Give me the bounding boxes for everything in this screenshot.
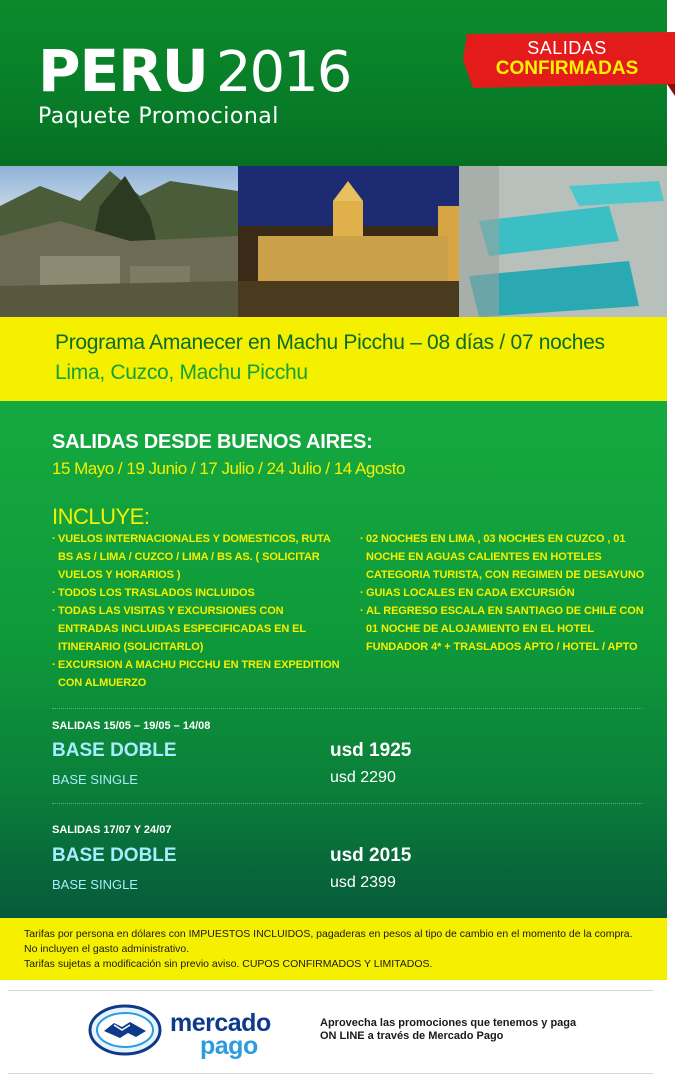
- divider: [8, 1073, 653, 1074]
- program-band: [0, 317, 667, 401]
- base-double-label: BASE DOBLE: [52, 845, 177, 866]
- base-double-price: usd 2015: [330, 845, 412, 866]
- pricing-tag: SALIDAS 17/07 Y 24/07: [52, 824, 172, 836]
- departures-title: SALIDAS DESDE BUENOS AIRES:: [52, 431, 373, 453]
- divider: [52, 803, 642, 804]
- divider: [8, 990, 653, 991]
- list-item: · TODOS LOS TRASLADOS INCLUIDOS: [52, 584, 342, 602]
- mercadopago-text-line1: Aprovecha las promociones que tenemos y paga: [320, 1017, 577, 1029]
- photo-strip: [0, 166, 667, 317]
- list-item: · TODAS LAS VISITAS Y EXCURSIONES CON ENTRADAS INCLUIDAS ESPECIFICADAS EN EL ITINERARIO (SOLICITARLO): [52, 602, 342, 656]
- title-year: 2016: [215, 40, 351, 105]
- list-item: · AL REGRESO ESCALA EN SANTIAGO DE CHILE CON 01 NOCHE DE ALOJAMIENTO EN EL HOTEL FUNDADOR 4* + TRASLADOS APTO / HOTEL / APTO: [360, 602, 650, 656]
- list-item: · 02 NOCHES EN LIMA , 03 NOCHES EN CUZCO , 01 NOCHE EN AGUAS CALIENTES EN HOTELES CATEGORIA TURISTA, CON REGIMEN DE DESAYUNO: [360, 530, 650, 584]
- mercadopago-word2: pago: [200, 1032, 258, 1060]
- base-single-price: usd 2290: [330, 769, 396, 786]
- page-subtitle: Paquete Promocional: [38, 104, 279, 129]
- ribbon-line1: SALIDAS: [527, 38, 607, 58]
- mercadopago-word1: mercado: [170, 1009, 271, 1037]
- footnote-band: [0, 918, 667, 980]
- ribbon-line2: CONFIRMADAS: [495, 58, 639, 79]
- footnote-line2: Tarifas sujetas a modificación sin previo aviso. CUPOS CONFIRMADOS Y LIMITADOS.: [24, 958, 433, 970]
- mercadopago-text-line2: ON LINE a través de Mercado Pago: [320, 1030, 504, 1042]
- base-double-price: usd 1925: [330, 740, 412, 761]
- program-title: Programa Amanecer en Machu Picchu – 08 días / 07 noches: [55, 331, 605, 354]
- base-single-price: usd 2399: [330, 874, 396, 891]
- pricing-tag: SALIDAS 15/05 – 19/05 – 14/08: [52, 720, 211, 732]
- lima-cathedral-image: [238, 166, 459, 317]
- title-peru: PERU: [38, 37, 208, 105]
- includes-list-left: [52, 530, 342, 692]
- page-title: [38, 37, 351, 105]
- footnote-line1: Tarifas por persona en dólares con IMPUESTOS INCLUIDOS, pagaderas en pesos al tipo de cambio en el momento de la compra. No incluyen el gasto administrativo.: [24, 928, 633, 955]
- divider: [52, 708, 642, 709]
- includes-title: INCLUYE:: [52, 504, 150, 529]
- base-single-label: BASE SINGLE: [52, 772, 138, 787]
- list-item: · EXCURSION A MACHU PICCHU EN TREN EXPEDITION CON ALMUERZO: [52, 656, 342, 692]
- list-item: · VUELOS INTERNACIONALES Y DOMESTICOS, RUTA BS AS / LIMA / CUZCO / LIMA / BS AS. ( SOLICITAR VUELOS Y HORARIOS ): [52, 530, 342, 584]
- base-single-label: BASE SINGLE: [52, 877, 138, 892]
- hot-springs-image: [459, 166, 667, 317]
- departures-dates: 15 Mayo / 19 Junio / 17 Julio / 24 Julio / 14 Agosto: [52, 459, 405, 478]
- machu-picchu-image: [0, 166, 238, 317]
- mercadopago-promo-text: [320, 1017, 576, 1043]
- list-item: · GUIAS LOCALES EN CADA EXCURSIÓN: [360, 584, 650, 602]
- includes-list-right: [360, 530, 650, 656]
- base-double-label: BASE DOBLE: [52, 740, 177, 761]
- mercadopago-handshake-icon[interactable]: [88, 1003, 162, 1057]
- program-places: Lima, Cuzco, Machu Picchu: [55, 361, 308, 384]
